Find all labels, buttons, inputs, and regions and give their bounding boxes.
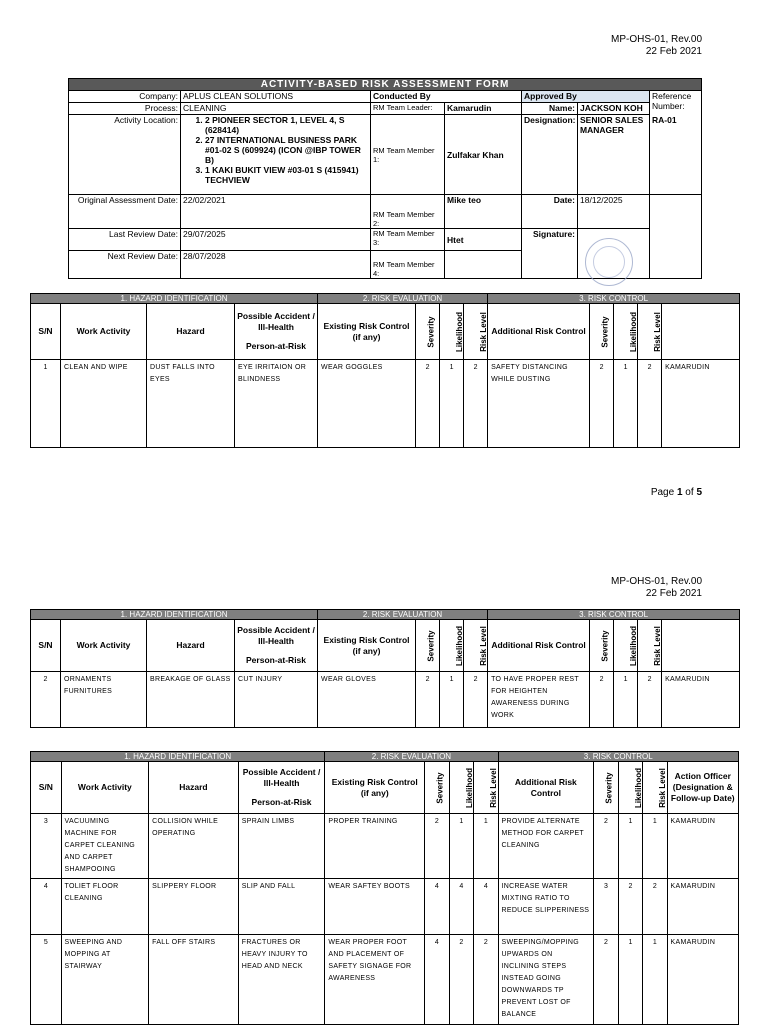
row-severity-after: 2 [594,814,618,879]
row-severity: 4 [425,879,449,935]
page-number: Page 1 of 5 [650,487,702,498]
row-severity: 2 [416,672,440,728]
col-work-activity: Work Activity [61,620,147,672]
signature-label: Signature: [522,229,578,279]
document-date: 22 Feb 2021 [645,588,702,599]
row-existing: WEAR SAFTEY BOOTS [325,879,425,935]
col-likelihood: Likelihood [440,620,464,672]
col-sn: S/N [31,620,61,672]
row-accident: SLIP AND FALL [238,879,325,935]
section-risk-control: 3. RISK CONTROL [488,610,740,620]
row-likelihood-after: 2 [618,879,642,935]
location-list [181,115,371,195]
row-activity: VACUUMING MACHINE FOR CARPET CLEANING AND CARPET SHAMPOOING [61,814,149,879]
document-date: 22 Feb 2021 [645,46,702,57]
member4-label: RM Team Member 4: [371,251,445,279]
date-value: 18/12/2025 [578,195,650,229]
col-sn: S/N [31,762,62,814]
name-label: Name: [522,103,578,115]
document-reference [611,34,702,58]
row-risk-level-after: 1 [643,814,667,879]
row-likelihood-after: 1 [618,814,642,879]
col-existing-control: Existing Risk Control (if any) [318,304,416,360]
risk-table-page1 [30,293,740,448]
member2-value: Mike teo [445,195,522,229]
row-likelihood-after: 1 [614,360,638,448]
row-additional: TO HAVE PROPER REST FOR HEIGHTEN AWARENESS DURING WORK [488,672,590,728]
row-sn: 2 [31,672,61,728]
name-value: JACKSON KOH [578,103,650,115]
col-risk-level: Risk Level [643,762,667,814]
conducted-by-label: Conducted By [371,91,522,103]
designation-label: Designation: [522,115,578,195]
col-possible-accident: Possible Accident / Ill-Health Person-at-Risk [235,620,318,672]
row-likelihood-after: 1 [618,935,642,1025]
document-code: MP-OHS-01, Rev.00 [611,34,702,45]
row-severity-after: 2 [590,672,614,728]
process-label: Process: [69,103,181,115]
row-severity: 4 [425,935,449,1025]
reference-label: Reference Number: [650,91,702,115]
row-existing: PROPER TRAINING [325,814,425,879]
member3-label: RM Team Member 3: [371,229,445,251]
row-activity: ORNAMENTS FURNITURES [61,672,147,728]
col-severity: Severity [590,304,614,360]
section-hazard-identification: 1. HAZARD IDENTIFICATION [31,610,318,620]
col-hazard: Hazard [147,620,235,672]
col-risk-level: Risk Level [464,620,488,672]
location-item: 3. 1 KAKI BUKIT VIEW #03-01 S (415941) TECHVIEW [205,165,368,185]
risk-table-page2a [30,609,740,728]
row-risk-level-after: 2 [638,672,662,728]
col-existing-control: Existing Risk Control (if any) [325,762,425,814]
member3-value: Htet [445,229,522,251]
section-hazard-identification: 1. HAZARD IDENTIFICATION [31,294,318,304]
row-hazard: DUST FALLS INTO EYES [147,360,235,448]
row-additional: INCREASE WATER MIXTING RATIO TO REDUCE SLIPPERINESS [498,879,594,935]
table-row [31,672,740,728]
row-existing: WEAR GOGGLES [318,360,416,448]
col-sn: S/N [31,304,61,360]
document-code: MP-OHS-01, Rev.00 [611,576,702,587]
col-severity: Severity [416,620,440,672]
row-hazard: BREAKAGE OF GLASS [147,672,235,728]
row-likelihood: 1 [440,360,464,448]
row-sn: 3 [31,814,62,879]
team-leader-value: Kamarudin [445,103,522,115]
row-risk-level-after: 2 [638,360,662,448]
row-accident: CUT INJURY [235,672,318,728]
row-risk-level-after: 2 [643,879,667,935]
company-value: APLUS CLEAN SOLUTIONS [181,91,371,103]
col-additional-control: Additional Risk Control [498,762,594,814]
row-sn: 5 [31,935,62,1025]
table-row [31,879,739,935]
col-likelihood: Likelihood [614,620,638,672]
col-additional-control: Additional Risk Control [488,304,590,360]
row-severity-after: 2 [594,935,618,1025]
row-risk-level: 1 [474,814,498,879]
col-work-activity: Work Activity [61,762,149,814]
row-hazard: COLLISION WHILE OPERATING [149,814,239,879]
col-existing-control: Existing Risk Control (if any) [318,620,416,672]
next-review-value: 28/07/2028 [181,251,371,279]
row-severity-after: 3 [594,879,618,935]
section-risk-control: 3. RISK CONTROL [498,752,739,762]
col-hazard: Hazard [149,762,239,814]
location-item: 1. 2 PIONEER SECTOR 1, LEVEL 4, S (628414) [205,115,368,135]
original-date-label: Original Assessment Date: [69,195,181,229]
col-risk-level: Risk Level [638,304,662,360]
team-leader-label: RM Team Leader: [371,103,445,115]
row-risk-level: 4 [474,879,498,935]
row-additional: SWEEPING/MOPPING UPWARDS ON INCLINING STEPS INSTEAD GOING DOWNWARDS TP PREVENT LOST OF BALANCE [498,935,594,1025]
col-likelihood: Likelihood [449,762,473,814]
row-activity: TOLIET FLOOR CLEANING [61,879,149,935]
row-accident: EYE IRRITAION OR BLINDNESS [235,360,318,448]
date-label: Date: [522,195,578,229]
row-likelihood: 4 [449,879,473,935]
location-item: 2. 27 INTERNATIONAL BUSINESS PARK #01-02 S (609924) (ICON @IBP TOWER B) [205,135,368,165]
row-likelihood: 2 [449,935,473,1025]
member4-value [445,251,522,279]
row-action-officer: KAMARUDIN [662,672,740,728]
row-action-officer: KAMARUDIN [667,879,738,935]
row-risk-level: 2 [474,935,498,1025]
col-action-officer: Action Officer (Designation & Follow-up Date) [667,762,738,814]
col-risk-level: Risk Level [464,304,488,360]
col-severity: Severity [590,620,614,672]
row-sn: 4 [31,879,62,935]
row-risk-level-after: 1 [643,935,667,1025]
company-stamp [585,238,633,286]
table-row [31,935,739,1025]
row-accident: FRACTURES OR HEAVY INJURY TO HEAD AND NECK [238,935,325,1025]
row-severity-after: 2 [590,360,614,448]
reference-value: RA-01 [650,115,702,195]
row-likelihood: 1 [449,814,473,879]
next-review-label: Next Review Date: [69,251,181,279]
col-severity: Severity [425,762,449,814]
col-possible-accident: Possible Accident / Ill-Health Person-at-Risk [235,304,318,360]
row-activity: SWEEPING AND MOPPING AT STAIRWAY [61,935,149,1025]
original-date-value: 22/02/2021 [181,195,371,229]
row-risk-level: 2 [464,672,488,728]
last-review-value: 29/07/2025 [181,229,371,251]
section-risk-evaluation: 2. RISK EVALUATION [325,752,498,762]
process-value: CLEANING [181,103,371,115]
row-likelihood: 1 [440,672,464,728]
member1-value: Zulfakar Khan [445,115,522,195]
row-additional: SAFETY DISTANCING WHILE DUSTING [488,360,590,448]
col-additional-control: Additional Risk Control [488,620,590,672]
designation-value: SENIOR SALES MANAGER [578,115,650,195]
last-review-label: Last Review Date: [69,229,181,251]
company-label: Company: [69,91,181,103]
approved-by-label: Approved By [522,91,650,103]
row-accident: SPRAIN LIMBS [238,814,325,879]
row-activity: CLEAN AND WIPE [61,360,147,448]
row-severity: 2 [425,814,449,879]
section-risk-control: 3. RISK CONTROL [488,294,740,304]
row-likelihood-after: 1 [614,672,638,728]
col-work-activity: Work Activity [61,304,147,360]
form-title: ACTIVITY-BASED RISK ASSESSMENT FORM [69,79,702,91]
section-risk-evaluation: 2. RISK EVALUATION [318,610,488,620]
risk-table-page2b [30,751,739,1025]
section-hazard-identification: 1. HAZARD IDENTIFICATION [31,752,325,762]
row-risk-level: 2 [464,360,488,448]
table-row [31,814,739,879]
member1-label: RM Team Member 1: [371,115,445,195]
reference-blank [650,195,702,279]
document-reference [611,576,702,600]
col-action-officer [662,304,740,360]
section-risk-evaluation: 2. RISK EVALUATION [318,294,488,304]
col-risk-level: Risk Level [474,762,498,814]
col-likelihood: Likelihood [440,304,464,360]
member2-label: RM Team Member 2: [371,195,445,229]
row-severity: 2 [416,360,440,448]
row-hazard: SLIPPERY FLOOR [149,879,239,935]
table-row [31,360,740,448]
row-sn: 1 [31,360,61,448]
row-action-officer: KAMARUDIN [667,935,738,1025]
row-additional: PROVIDE ALTERNATE METHOD FOR CARPET CLEANING [498,814,594,879]
row-existing: WEAR PROPER FOOT AND PLACEMENT OF SAFETY SIGNAGE FOR AWARENESS [325,935,425,1025]
row-existing: WEAR GLOVES [318,672,416,728]
col-hazard: Hazard [147,304,235,360]
row-action-officer: KAMARUDIN [667,814,738,879]
col-likelihood: Likelihood [614,304,638,360]
row-action-officer: KAMARUDIN [662,360,740,448]
col-likelihood: Likelihood [618,762,642,814]
col-severity: Severity [416,304,440,360]
row-hazard: FALL OFF STAIRS [149,935,239,1025]
col-risk-level: Risk Level [638,620,662,672]
col-possible-accident: Possible Accident / Ill-Health Person-at-Risk [238,762,325,814]
col-action-officer [662,620,740,672]
col-severity: Severity [594,762,618,814]
location-label: Activity Location: [69,115,181,195]
